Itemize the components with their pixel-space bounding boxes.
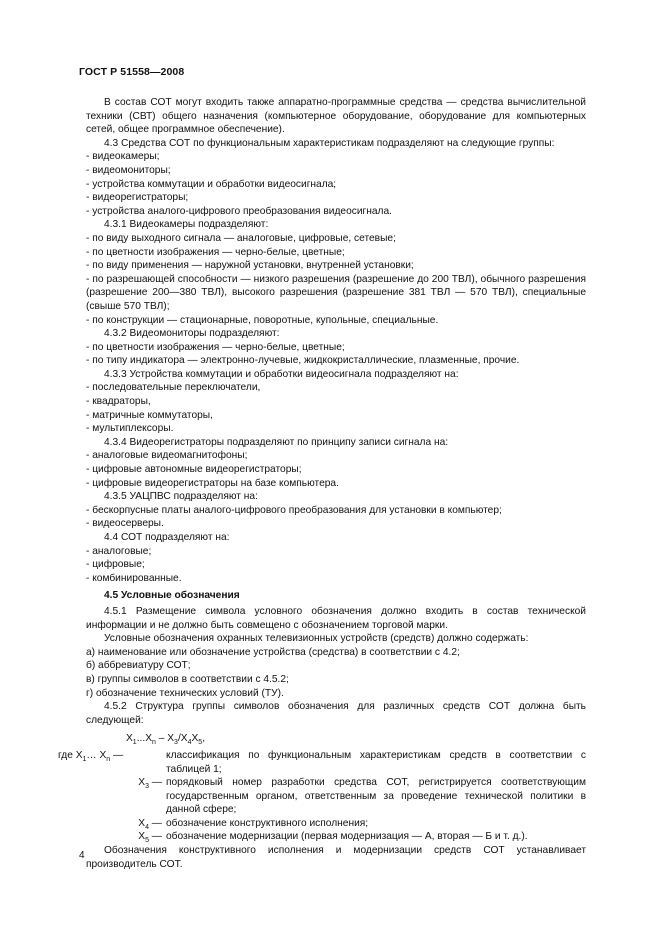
where-item-x1-xn xyxy=(58,749,586,776)
where-symbol: $X_4$ — xyxy=(138,817,162,831)
where-definition: порядковый номер разработки средства СОТ, регистрируется соответствующим государственным органом, ответственным за проведение технической политики в данной сфере; xyxy=(166,777,586,816)
where-item-x4 xyxy=(86,817,586,831)
list-item: - видеорегистраторы; xyxy=(86,192,189,204)
where-definition: обозначение конструктивного исполнения; xyxy=(166,817,369,829)
list-item: - квадраторы, xyxy=(86,396,151,408)
where-item-x5 xyxy=(86,830,586,844)
designation-formula: $X_1...X_n - X_3/X_4X_5$, xyxy=(126,733,206,747)
list-item: в) группы символов в соответствии с 4.5.2; xyxy=(86,673,289,685)
closing-paragraph: Обозначения конструктивного исполнения и модернизации средств СОТ устанавливает производитель СОТ. xyxy=(86,845,586,870)
list-item: - по цветности изображения — черно-белые, цветные; xyxy=(86,246,345,258)
clause-4-4: 4.4 СОТ подразделяют на: xyxy=(104,532,230,543)
list-item: а) наименование или обозначение устройства (средства) в соответствии с 4.2; xyxy=(86,646,460,658)
list-item: - видеокамеры; xyxy=(86,151,160,163)
list-item: - по цветности изображения — черно-белые, цветные; xyxy=(86,341,345,353)
list-item: - аналоговые; xyxy=(86,545,152,557)
list-item: - видеосерверы. xyxy=(86,518,164,530)
list-item: - комбинированные. xyxy=(86,572,182,584)
where-item-x3 xyxy=(86,776,586,817)
list-item: - устройства коммутации и обработки видеосигнала; xyxy=(86,178,337,190)
clause-4-3-4: 4.3.4 Видеорегистраторы подразделяют по принципу записи сигнала на: xyxy=(104,436,449,448)
clause-4-5-2: 4.5.2 Структура группы символов обозначения для различных средств СОТ должна быть следующей: xyxy=(86,701,586,726)
clause-4-3-1: 4.3.1 Видеокамеры подразделяют: xyxy=(104,219,269,231)
where-definition: классификация по функциональным характеристикам средств в соответствии с таблицей 1; xyxy=(166,749,586,775)
list-item: - по виду выходного сигнала — аналоговые, цифровые, сетевые; xyxy=(86,232,396,244)
list-item: - последовательные переключатели, xyxy=(86,382,261,394)
clause-4-3-5: 4.3.5 УАЦПВС подразделяют на: xyxy=(104,491,258,503)
list-item: - мультиплексоры. xyxy=(86,423,174,435)
list-item: - матричные коммутаторы, xyxy=(86,409,213,421)
list-item: - цифровые автономные видеорегистраторы; xyxy=(86,464,302,476)
clause-4-5-1: 4.5.1 Размещение символа условного обозначения должно входить в состав технической информации и не должно быть совмещено с обозначением торговой марки. xyxy=(86,605,586,631)
where-symbol: $X_3$ — xyxy=(138,777,162,791)
list-item: - по разрешающей способности — низкого разрешения (разрешение до 200 ТВЛ), обычного разрешения (разрешение 200—380 ТВЛ), высокого разрешения (разрешение 381 ТВЛ — 570 ТВЛ), специальные (свыше 570 ТВЛ); xyxy=(86,273,586,312)
document-body xyxy=(58,96,586,871)
clause-4-3-3: 4.3.3 Устройства коммутации и обработки видеосигнала подразделяют на: xyxy=(104,368,459,380)
list-item: - устройства аналого-цифрового преобразования видеосигнала. xyxy=(86,205,392,217)
list-item: - цифровые; xyxy=(86,559,145,571)
section-heading: 4.5 Условные обозначения xyxy=(104,590,240,602)
list-item: - по конструкции — стационарные, поворотные, купольные, специальные. xyxy=(86,314,439,326)
paragraph: Условные обозначения охранных телевизионных устройств (средств) должно содержать: xyxy=(104,633,529,645)
paragraph: В состав СОТ могут входить также аппаратно-программные средства — средства вычислительной техники (СВТ) общего назначения (компьютерное оборудование, оборудование для компьютерных сетей, общее программное обеспечение). xyxy=(86,97,586,136)
list-item: б) аббревиатуру СОТ; xyxy=(86,660,191,672)
where-symbol: где $X_1\dots$ $X_n$ — xyxy=(58,749,124,763)
clause-4-3: 4.3 Средства СОТ по функциональным характеристикам подразделяют на следующие группы: xyxy=(104,137,555,149)
list-item: - видеомониторы; xyxy=(86,164,171,176)
list-item: - аналоговые видеомагнитофоны; xyxy=(86,450,248,462)
list-item: - цифровые видеорегистраторы на базе компьютера. xyxy=(86,477,339,489)
page-number: 4 xyxy=(79,850,85,861)
list-item: - по типу индикатора — электронно-лучевые, жидкокристаллические, плазменные, прочие. xyxy=(86,355,520,367)
where-definition: обозначение модернизации (первая модернизация — А, вторая — Б и т. д.). xyxy=(166,831,528,843)
document-header: ГОСТ Р 51558—2008 xyxy=(79,66,185,78)
list-item: г) обозначение технических условий (ТУ). xyxy=(86,687,284,699)
list-item: - бескорпусные платы аналого-цифрового преобразования для установки в компьютер; xyxy=(86,504,502,516)
clause-4-3-2: 4.3.2 Видеомониторы подразделяют: xyxy=(104,328,280,340)
where-symbol: $X_5$ — xyxy=(138,831,162,845)
list-item: - по виду применения — наружной установки, внутренней установки; xyxy=(86,260,414,272)
